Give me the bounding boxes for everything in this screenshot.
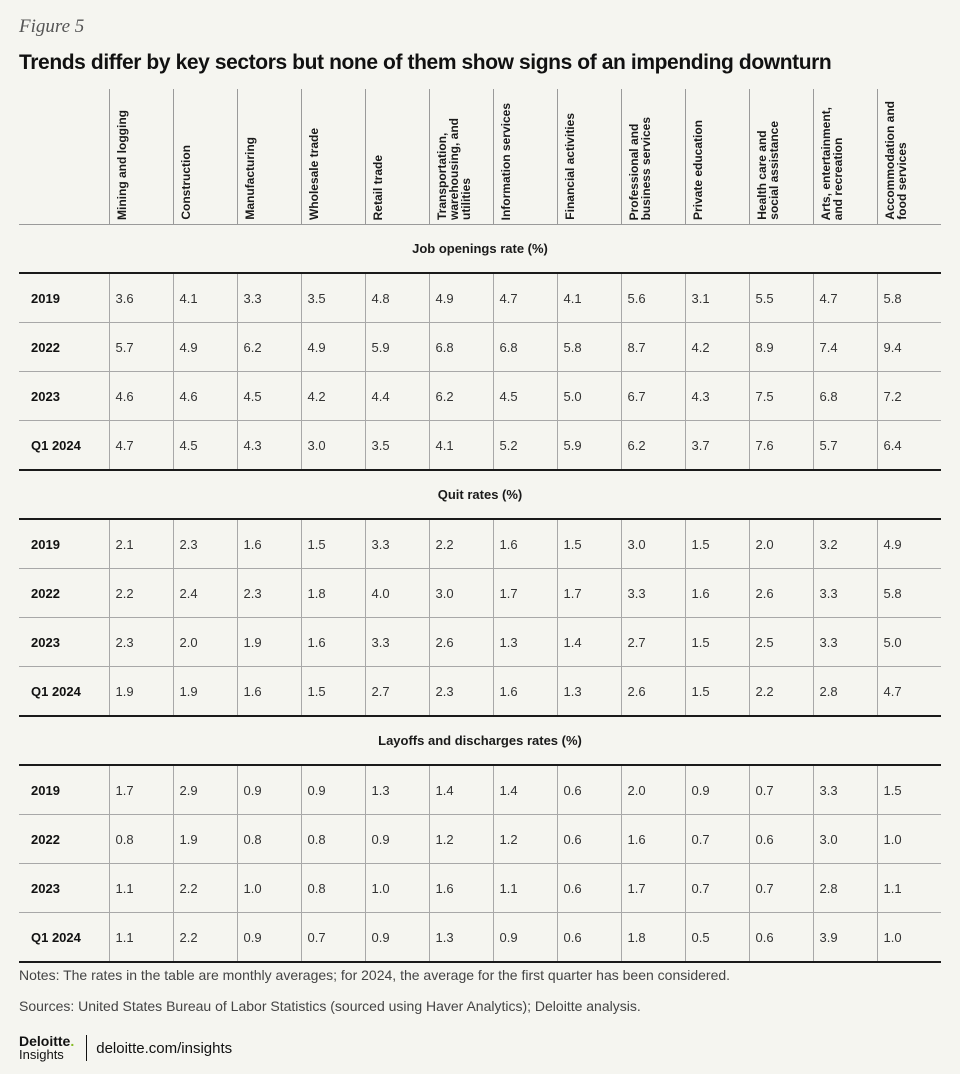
row-label: 2019: [19, 519, 109, 569]
table-cell: 2.3: [429, 667, 493, 717]
table-cell: 4.6: [173, 372, 237, 421]
table-cell: 3.3: [365, 519, 429, 569]
table-row: [19, 913, 941, 963]
table-cell: 1.8: [621, 913, 685, 963]
table-cell: 2.2: [173, 913, 237, 963]
table-cell: 1.7: [109, 765, 173, 815]
table-cell: 5.8: [557, 323, 621, 372]
table-cell: 1.7: [621, 864, 685, 913]
column-header-label: Construction: [178, 145, 193, 220]
table-cell: 2.6: [429, 618, 493, 667]
table-cell: 6.8: [493, 323, 557, 372]
table-cell: 1.0: [365, 864, 429, 913]
table-cell: 4.6: [109, 372, 173, 421]
table-cell: 1.3: [429, 913, 493, 963]
table-cell: 1.2: [493, 815, 557, 864]
table-cell: 4.7: [877, 667, 941, 717]
column-header-label: Health care and social assistance: [754, 121, 781, 220]
table-cell: 2.6: [749, 569, 813, 618]
column-header: [685, 89, 749, 225]
table-cell: 4.2: [685, 323, 749, 372]
table-cell: 0.9: [365, 913, 429, 963]
table-cell: 2.9: [173, 765, 237, 815]
table-cell: 1.5: [685, 618, 749, 667]
table-cell: 0.6: [557, 815, 621, 864]
table-cell: 1.9: [173, 815, 237, 864]
table-cell: 3.0: [621, 519, 685, 569]
table-cell: 3.5: [301, 273, 365, 323]
column-header: [301, 89, 365, 225]
table-cell: 7.6: [749, 421, 813, 471]
table-cell: 1.6: [621, 815, 685, 864]
table-cell: 7.5: [749, 372, 813, 421]
table-cell: 5.9: [557, 421, 621, 471]
table-cell: 1.0: [237, 864, 301, 913]
table-cell: 5.7: [813, 421, 877, 471]
table-cell: 1.6: [493, 667, 557, 717]
sector-rates-table: [19, 89, 941, 963]
table-cell: 4.7: [493, 273, 557, 323]
table-cell: 0.9: [493, 913, 557, 963]
table-row: [19, 569, 941, 618]
section-title: Job openings rate (%): [19, 225, 941, 274]
table-cell: 1.5: [301, 667, 365, 717]
row-label: 2022: [19, 323, 109, 372]
column-header-label: Private education: [690, 119, 705, 220]
notes-text: Notes: The rates in the table are monthly averages; for 2024, the average for the first quarter has been considered.: [19, 967, 731, 983]
table-cell: 0.7: [749, 864, 813, 913]
section-title: Layoffs and discharges rates (%): [19, 716, 941, 765]
table-row: [19, 667, 941, 717]
table-cell: 0.8: [237, 815, 301, 864]
column-header: [877, 89, 941, 225]
logo-dot: .: [70, 1033, 75, 1049]
table-cell: 0.9: [365, 815, 429, 864]
table-cell: 3.6: [109, 273, 173, 323]
column-header: [429, 89, 493, 225]
table-cell: 2.2: [109, 569, 173, 618]
table-cell: 1.5: [877, 765, 941, 815]
table-cell: 1.6: [685, 569, 749, 618]
table-cell: 1.6: [237, 519, 301, 569]
column-header-label: Financial activities: [562, 113, 577, 220]
table-cell: 3.0: [301, 421, 365, 471]
table-row: [19, 765, 941, 815]
table-cell: 2.6: [621, 667, 685, 717]
row-label: 2023: [19, 864, 109, 913]
table-cell: 1.1: [109, 913, 173, 963]
column-header: [557, 89, 621, 225]
column-header-label: Retail trade: [370, 154, 385, 220]
row-label: Q1 2024: [19, 913, 109, 963]
table-cell: 1.1: [877, 864, 941, 913]
table-cell: 3.0: [429, 569, 493, 618]
figure-title: Trends differ by key sectors but none of them show signs of an impending downturn: [19, 51, 832, 74]
table-cell: 3.0: [813, 815, 877, 864]
table-cell: 0.8: [301, 815, 365, 864]
table-cell: 1.9: [237, 618, 301, 667]
table-cell: 1.6: [301, 618, 365, 667]
table-cell: 6.2: [237, 323, 301, 372]
table-row: [19, 519, 941, 569]
table-cell: 4.5: [237, 372, 301, 421]
table-row: [19, 421, 941, 471]
table-cell: 2.3: [237, 569, 301, 618]
row-label: Q1 2024: [19, 421, 109, 471]
table-cell: 2.2: [749, 667, 813, 717]
table-cell: 1.6: [429, 864, 493, 913]
table-cell: 4.5: [493, 372, 557, 421]
table-cell: 5.5: [749, 273, 813, 323]
row-label: 2022: [19, 569, 109, 618]
table-cell: 4.9: [429, 273, 493, 323]
table-cell: 1.7: [493, 569, 557, 618]
table-cell: 4.0: [365, 569, 429, 618]
table-cell: 5.8: [877, 273, 941, 323]
table-cell: 0.7: [301, 913, 365, 963]
table-cell: 1.9: [173, 667, 237, 717]
table-cell: 5.0: [877, 618, 941, 667]
table-cell: 3.1: [685, 273, 749, 323]
column-header: [813, 89, 877, 225]
row-label: Q1 2024: [19, 667, 109, 717]
table-cell: 2.8: [813, 864, 877, 913]
column-header-label: Arts, entertainment, and recreation: [818, 106, 845, 220]
table-cell: 2.2: [173, 864, 237, 913]
table-cell: 6.8: [429, 323, 493, 372]
table-cell: 1.6: [493, 519, 557, 569]
row-label: 2022: [19, 815, 109, 864]
column-header: [493, 89, 557, 225]
column-header: [173, 89, 237, 225]
table-cell: 7.2: [877, 372, 941, 421]
column-header: [365, 89, 429, 225]
row-label: 2019: [19, 273, 109, 323]
table-cell: 1.6: [237, 667, 301, 717]
table-cell: 0.5: [685, 913, 749, 963]
table-cell: 1.1: [493, 864, 557, 913]
table-cell: 1.5: [685, 519, 749, 569]
table-cell: 2.0: [173, 618, 237, 667]
table-cell: 2.3: [109, 618, 173, 667]
sources-text: Sources: United States Bureau of Labor Statistics (sourced using Haver Analytics); Deloitte analysis.: [19, 998, 641, 1014]
table-cell: 0.6: [749, 815, 813, 864]
column-header: [237, 89, 301, 225]
table-cell: 6.8: [813, 372, 877, 421]
table-cell: 3.7: [685, 421, 749, 471]
table-cell: 1.5: [301, 519, 365, 569]
section-header-row: [19, 225, 941, 274]
table-cell: 2.4: [173, 569, 237, 618]
table-row: [19, 815, 941, 864]
table-cell: 1.0: [877, 913, 941, 963]
table-cell: 1.9: [109, 667, 173, 717]
footer-brand: [19, 1034, 232, 1062]
table-cell: 1.7: [557, 569, 621, 618]
table-cell: 1.4: [557, 618, 621, 667]
table-cell: 4.9: [173, 323, 237, 372]
table-row: [19, 273, 941, 323]
table-cell: 3.9: [813, 913, 877, 963]
table-cell: 8.7: [621, 323, 685, 372]
table-body: [19, 225, 941, 963]
table-cell: 2.7: [365, 667, 429, 717]
deloitte-insights-logo: [19, 1034, 74, 1062]
row-label: 2023: [19, 372, 109, 421]
table-cell: 1.0: [877, 815, 941, 864]
table-cell: 1.3: [557, 667, 621, 717]
table-cell: 1.4: [493, 765, 557, 815]
table-cell: 0.7: [749, 765, 813, 815]
column-header: [109, 89, 173, 225]
footer-url[interactable]: deloitte.com/insights: [96, 1039, 233, 1057]
column-header: [749, 89, 813, 225]
table-cell: 1.2: [429, 815, 493, 864]
column-header-label: Wholesale trade: [306, 127, 321, 220]
section-header-row: [19, 470, 941, 519]
table-cell: 5.9: [365, 323, 429, 372]
table-cell: 2.1: [109, 519, 173, 569]
table-cell: 2.7: [621, 618, 685, 667]
row-label: 2019: [19, 765, 109, 815]
table-cell: 2.5: [749, 618, 813, 667]
table-cell: 0.6: [749, 913, 813, 963]
table-cell: 0.9: [237, 765, 301, 815]
row-label: 2023: [19, 618, 109, 667]
table-cell: 4.9: [301, 323, 365, 372]
logo-wordmark: Deloitte: [19, 1033, 71, 1049]
table-cell: 3.3: [813, 765, 877, 815]
table-cell: 1.3: [365, 765, 429, 815]
table-cell: 4.1: [557, 273, 621, 323]
table-cell: 4.2: [301, 372, 365, 421]
table-cell: 0.6: [557, 913, 621, 963]
table-cell: 0.7: [685, 815, 749, 864]
table-cell: 4.1: [429, 421, 493, 471]
table-cell: 3.2: [813, 519, 877, 569]
column-header-label: Information services: [498, 102, 513, 220]
table-cell: 5.2: [493, 421, 557, 471]
table-cell: 5.7: [109, 323, 173, 372]
table-cell: 2.3: [173, 519, 237, 569]
table-cell: 2.2: [429, 519, 493, 569]
table-cell: 0.6: [557, 864, 621, 913]
figure-label: Figure 5: [19, 16, 85, 37]
table-cell: 4.8: [365, 273, 429, 323]
table-cell: 4.7: [109, 421, 173, 471]
table-cell: 1.1: [109, 864, 173, 913]
table-cell: 6.2: [621, 421, 685, 471]
table-cell: 2.0: [749, 519, 813, 569]
table-cell: 0.9: [685, 765, 749, 815]
table-cell: 0.6: [557, 765, 621, 815]
table-cell: 5.6: [621, 273, 685, 323]
table-cell: 4.3: [237, 421, 301, 471]
table-row: [19, 372, 941, 421]
table-cell: 1.3: [493, 618, 557, 667]
table-row: [19, 323, 941, 372]
table-cell: 4.3: [685, 372, 749, 421]
table-row: [19, 618, 941, 667]
table-cell: 0.8: [109, 815, 173, 864]
table-cell: 6.2: [429, 372, 493, 421]
section-title: Quit rates (%): [19, 470, 941, 519]
table-cell: 4.4: [365, 372, 429, 421]
logo-subtitle: Insights: [19, 1047, 64, 1062]
table-cell: 4.5: [173, 421, 237, 471]
table-cell: 0.9: [301, 765, 365, 815]
table-cell: 3.3: [621, 569, 685, 618]
column-header-label: Transportation, warehousing, and utilities: [434, 117, 473, 220]
table-cell: 2.8: [813, 667, 877, 717]
table-cell: 1.8: [301, 569, 365, 618]
table-cell: 0.8: [301, 864, 365, 913]
column-header-label: Professional and business services: [626, 116, 653, 220]
table-cell: 4.1: [173, 273, 237, 323]
table-cell: 8.9: [749, 323, 813, 372]
table-cell: 3.3: [813, 618, 877, 667]
column-header-label: Mining and logging: [114, 110, 129, 220]
section-header-row: [19, 716, 941, 765]
table-cell: 1.4: [429, 765, 493, 815]
table-cell: 3.3: [237, 273, 301, 323]
table-cell: 3.3: [813, 569, 877, 618]
table-cell: 6.4: [877, 421, 941, 471]
table-cell: 2.0: [621, 765, 685, 815]
table-cell: 1.5: [557, 519, 621, 569]
table-cell: 4.7: [813, 273, 877, 323]
table-cell: 6.7: [621, 372, 685, 421]
footer-divider: [86, 1035, 87, 1061]
table-cell: 5.8: [877, 569, 941, 618]
row-label-header: [19, 89, 109, 225]
column-header-label: Accommodation and food services: [882, 101, 909, 220]
table-row: [19, 864, 941, 913]
table-cell: 7.4: [813, 323, 877, 372]
table-cell: 3.3: [365, 618, 429, 667]
table-cell: 0.9: [237, 913, 301, 963]
table-cell: 5.0: [557, 372, 621, 421]
column-header-row: [19, 89, 941, 225]
table-cell: 4.9: [877, 519, 941, 569]
column-header: [621, 89, 685, 225]
table-cell: 9.4: [877, 323, 941, 372]
table-cell: 0.7: [685, 864, 749, 913]
table-cell: 1.5: [685, 667, 749, 717]
table-cell: 3.5: [365, 421, 429, 471]
column-header-label: Manufacturing: [242, 137, 257, 220]
